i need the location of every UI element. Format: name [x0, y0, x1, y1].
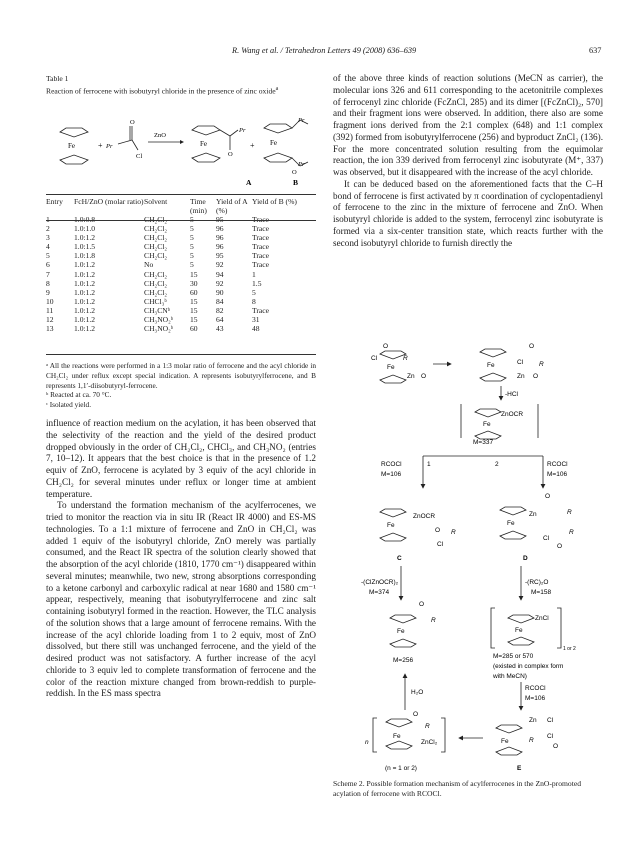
- table-cell: CH₂Cl₂: [144, 278, 168, 288]
- svg-text:ZnOCR: ZnOCR: [413, 513, 436, 520]
- svg-text:Cl: Cl: [547, 717, 554, 724]
- table-caption-text: Reaction of ferrocene with isobutyryl chloride in the presence of zinc oxide$^a$: [46, 86, 279, 96]
- table-cell: 1: [252, 269, 256, 279]
- svg-text:R: R: [539, 361, 544, 368]
- svg-text:Fe: Fe: [200, 140, 207, 148]
- results-table: [46, 197, 316, 333]
- svg-text:O: O: [228, 151, 233, 158]
- table-cell: Trace: [252, 224, 270, 234]
- svg-text:Pr: Pr: [239, 127, 246, 134]
- mechanism-scheme: [333, 338, 603, 774]
- table-cell: 30: [190, 278, 198, 288]
- table-cell: 5: [190, 233, 194, 243]
- paragraph: It can be deduced based on the aforementioned facts that the C–H bond of ferrocene is first activated by π coordination of cyclopentadienyl of ferrocene to the zinc in the mixture of ferrocene and ZnO. When isobutyryl chloride is added to the system, ferrocenyl zinc isobutyrate is formed via a six-center transition state, which reacts further with the second isobutyryl chloride to furnish directly the: [333, 178, 603, 248]
- table-cell: CH₂Cl₂: [144, 269, 168, 279]
- svg-text:O: O: [533, 373, 539, 380]
- svg-text:-HCl: -HCl: [505, 391, 518, 398]
- table-row: [46, 315, 316, 324]
- intermediate-c-label: C: [397, 555, 402, 562]
- table-cell: 2: [46, 224, 50, 234]
- col-solvent: Solvent: [144, 197, 168, 206]
- table-body: [46, 215, 316, 333]
- svg-text:Cl: Cl: [543, 535, 550, 542]
- intermediate-e: [496, 725, 522, 755]
- table-cell: 15: [190, 296, 198, 306]
- table-cell: CH₃NO₂ᵇ: [144, 324, 174, 334]
- intermediate-d-label: D: [523, 555, 528, 562]
- svg-text:R: R: [431, 617, 436, 624]
- table-cell: Trace: [252, 260, 270, 270]
- table-cell: 5: [46, 251, 50, 261]
- svg-text:with MeCN): with MeCN): [493, 673, 527, 680]
- zno-label: ZnO: [154, 132, 166, 139]
- svg-text:O: O: [557, 543, 563, 550]
- svg-text:Zn: Zn: [407, 373, 415, 380]
- svg-text:R: R: [425, 723, 430, 730]
- svg-text:Cl: Cl: [517, 359, 524, 366]
- svg-text:Fe: Fe: [507, 520, 515, 527]
- table-row: [46, 297, 316, 306]
- table-cell: 15: [190, 305, 198, 315]
- table-header-rule: [46, 220, 316, 221]
- svg-text:ZnOCR: ZnOCR: [501, 411, 524, 418]
- table-row: [46, 306, 316, 315]
- table-cell: 13: [46, 324, 54, 334]
- svg-text:Fe: Fe: [483, 421, 491, 428]
- table-cell: 31: [252, 315, 260, 325]
- svg-text:Fe: Fe: [387, 522, 395, 529]
- svg-text:-(ClZnOCR)₂: -(ClZnOCR)₂: [361, 579, 399, 586]
- table-cell: 92: [216, 278, 224, 288]
- table-cell: 8: [46, 278, 50, 288]
- svg-text:ZnCl₂: ZnCl₂: [421, 739, 438, 746]
- svg-text:M=256: M=256: [393, 657, 414, 664]
- table-cell: CH₂Cl₂: [144, 251, 168, 261]
- table-cell: 48: [252, 324, 260, 334]
- table-cell: 1.0:0.8: [74, 215, 96, 224]
- table-cell: 6: [46, 260, 50, 270]
- table-title: Table 1: [46, 74, 69, 83]
- svg-text:M=158: M=158: [531, 589, 552, 596]
- product-b-label: B: [293, 178, 299, 187]
- table-cell: 11: [46, 305, 54, 315]
- table-cell: CH₂Cl₂: [144, 215, 168, 224]
- table-cell: 60: [190, 287, 198, 297]
- table-cell: 1.0:1.2: [74, 305, 96, 315]
- col-entry: Entry: [46, 197, 63, 206]
- product-a-label: A: [246, 178, 252, 187]
- table-cell: 95: [216, 215, 224, 224]
- paragraph: To understand the formation mechanism of the acylferrocenes, we tried to monitor the reaction via in situ IR (React IR 4000) and ES-MS technologies. To a 1:1 mixture of ferrocene and ZnO in CH₂Cl₂ was added 1 equiv of the isobutyryl chloride, ZnO merely was partially consumed, and the React IR spectra of the solution clearly showed that the absorption of the acyl chloride (1810, 1770 cm⁻¹) disappeared within several minutes; meanwhile, two new, strong absorptions corresponding to a ketone carbonyl and carboxylic radical at near 1680 and 1580 cm⁻¹ appear, respectively, meaning that isobutyrylferrocene and zinc salt containing isobutyryl formed in the reaction. However, the TLC analysis of the solution shows that a large amount of ferrocene remains. With the increase of the acyl chloride loading from 1 to 2 equiv, most of ZnO dissolved, but there still was unchanged ferrocene, and the yield of the desired product was not satisfactory. A further increase of the acyl chloride to 3 equiv led to complete transformation of ferrocene and the color of the reaction mixture changed from brown-reddish to purple-reddish. In the ES mass spectra: [46, 500, 316, 699]
- table-cell: 92: [216, 260, 224, 270]
- table-cell: 1.0:1.0: [74, 224, 96, 234]
- table-cell: 1.0:1.8: [74, 251, 96, 261]
- table-caption-mark: a: [275, 86, 279, 93]
- table-row: [46, 251, 316, 260]
- path-2-label: 2: [495, 461, 499, 468]
- table-row: [46, 242, 316, 251]
- svg-text:(existed in complex form: (existed in complex form: [493, 663, 564, 670]
- table-footnotes: [46, 361, 316, 410]
- paragraph: of the above three kinds of reaction solutions (MeCN as carrier), the molecular ions 326 and 611 corresponding to the acetonitrile complexes of ferrocenyl zinc chloride (FcZnCl, 285) and its dimer [(FcZnCl)₂, 570] and their fragment ions were observed. In addition, there also are some fragment ions derived from the 2:1 complex (648) and 1:1 complex (392) formed from isobutyrylferrocene (256) and byproduct ZnCl₂ (136). For the more concentrated solution resulting from the equimolar reaction, the ion 339 derived from ferrocenyl zinc isobutyrate (M⁺, 337) was observed, but it disappeared with the increase of the acyl chloride.: [333, 73, 603, 177]
- table-cell: CH₃CNᵇ: [144, 305, 171, 315]
- table-cell: 3: [46, 233, 50, 243]
- svg-text:Fe: Fe: [515, 627, 523, 634]
- svg-text:O: O: [553, 743, 559, 750]
- col-yield-a: Yield of A (%): [216, 197, 248, 215]
- table-cell: 5: [190, 215, 194, 224]
- table-cell: 5: [252, 287, 256, 297]
- svg-text:O: O: [419, 601, 425, 608]
- table-row: [46, 270, 316, 279]
- svg-text:M=106: M=106: [381, 471, 402, 478]
- table-row: [46, 324, 316, 333]
- table-cell: Trace: [252, 251, 270, 261]
- svg-text:M=374: M=374: [369, 589, 390, 596]
- table-cell: 5: [190, 251, 194, 261]
- svg-text:RCOCl: RCOCl: [525, 685, 546, 692]
- svg-text:R: R: [403, 355, 408, 362]
- table-cell: 1.0:1.2: [74, 260, 96, 270]
- svg-text:Cl: Cl: [547, 733, 554, 740]
- svg-text:M=285 or 570: M=285 or 570: [493, 653, 534, 660]
- table-footnote: ᶜ Isolated yield.: [46, 400, 92, 410]
- svg-text:RCOCl: RCOCl: [547, 461, 568, 468]
- table-top-rule: [46, 194, 316, 195]
- svg-text:R: R: [567, 509, 572, 516]
- svg-text:Zn: Zn: [517, 373, 525, 380]
- svg-text:n: n: [365, 739, 369, 746]
- svg-text:Zn: Zn: [529, 511, 537, 518]
- table-cell: CH₂Cl₂: [144, 242, 168, 252]
- svg-text:R: R: [451, 529, 456, 536]
- table-row: [46, 260, 316, 269]
- table-bottom-rule: [46, 354, 316, 355]
- svg-text:O: O: [435, 527, 441, 534]
- paragraph: influence of reaction medium on the acylation, it has been observed that the selectivity of the reaction and the yield of the desired product dropped obviously in the order of CH₂Cl₂, CHCl₃, and CH₃NO₂ (entries 7, 10–12). It appears that the best choice is that in the presence of 1.2 equiv of ZnO, ferrocene is acylated by 3 equiv of the acyl chloride in CH₂Cl₂ for several minutes under reflux or longer time at ambient temperature.: [46, 418, 316, 499]
- svg-text:Fe: Fe: [387, 364, 395, 371]
- table-cell: 1.0:1.2: [74, 233, 96, 243]
- table-cell: 9: [46, 287, 50, 297]
- table-footnote: ᵇ Reacted at ca. 70 °C.: [46, 390, 112, 400]
- table-cell: No: [144, 260, 154, 270]
- table-cell: Trace: [252, 242, 270, 252]
- table-cell: 1: [46, 215, 50, 224]
- svg-text:Pr: Pr: [298, 117, 305, 124]
- table-cell: 1.0:1.2: [74, 287, 96, 297]
- table-cell: 1.5: [252, 278, 262, 288]
- fe-label: Fe: [68, 142, 75, 150]
- table-cell: 1.0:1.2: [74, 324, 96, 334]
- table-cell: CH₂Cl₂: [144, 233, 168, 243]
- svg-text:1 or 2: 1 or 2: [563, 646, 576, 652]
- table-cell: 82: [216, 305, 224, 315]
- left-column-text: [46, 418, 316, 700]
- table-cell: 12: [46, 315, 54, 325]
- pr-label: Pr: [106, 143, 113, 150]
- table-cell: CH₂Cl₂: [144, 224, 168, 234]
- col-time: Time (min): [190, 197, 207, 215]
- table-row: [46, 233, 316, 242]
- svg-text:O: O: [545, 493, 551, 500]
- svg-text:M=106: M=106: [525, 695, 546, 702]
- table-cell: 43: [216, 324, 224, 334]
- svg-text:Cl: Cl: [437, 541, 444, 548]
- svg-text:ZnCl: ZnCl: [535, 615, 549, 622]
- table-cell: 96: [216, 224, 224, 234]
- table-cell: 15: [190, 315, 198, 325]
- table-cell: 90: [216, 287, 224, 297]
- table-cell: 95: [216, 251, 224, 261]
- svg-text:Fe: Fe: [393, 733, 401, 740]
- table-cell: 1.0:1.2: [74, 315, 96, 325]
- table-cell: 64: [216, 315, 224, 325]
- table-cell: 1.0:1.2: [74, 278, 96, 288]
- svg-text:Fe: Fe: [501, 738, 509, 745]
- col-yield-b: Yield of B (%): [252, 197, 297, 206]
- svg-text:R: R: [569, 529, 574, 536]
- svg-text:Cl: Cl: [371, 355, 378, 362]
- table-row: [46, 224, 316, 233]
- table-cell: CH₃NO₂ᵇ: [144, 315, 174, 325]
- col-ratio: FcH/ZnO (molar ratio): [74, 197, 144, 206]
- acyl-chloride-structure: [118, 126, 138, 150]
- table-cell: 5: [190, 242, 194, 252]
- right-column-text: [333, 73, 603, 249]
- table-cell: 60: [190, 324, 198, 334]
- table-cell: 96: [216, 233, 224, 243]
- svg-text:Zn: Zn: [529, 717, 537, 724]
- svg-text:Pr: Pr: [298, 161, 305, 168]
- table-cell: 1.0:1.5: [74, 242, 96, 252]
- table-cell: Trace: [252, 233, 270, 243]
- cl-label: Cl: [136, 153, 143, 160]
- svg-text:O: O: [529, 343, 535, 350]
- table-cell: 1.0:1.2: [74, 296, 96, 306]
- o-label: O: [130, 119, 135, 126]
- table-cell: 15: [190, 269, 198, 279]
- table-cell: CH₂Cl₂: [144, 287, 168, 297]
- table-reaction-scheme: [46, 110, 316, 190]
- table-row: [46, 288, 316, 297]
- svg-text:M=337: M=337: [473, 439, 494, 446]
- table-cell: 84: [216, 296, 224, 306]
- table-cell: Trace: [252, 215, 270, 224]
- table-row: [46, 279, 316, 288]
- table-cell: 5: [190, 260, 194, 270]
- table-cell: Trace: [252, 305, 270, 315]
- table-cell: 8: [252, 296, 256, 306]
- path-1-label: 1: [427, 461, 431, 468]
- page-number: 637: [589, 46, 602, 55]
- table-cell: 7: [46, 269, 50, 279]
- intermediate-e-label: E: [517, 765, 522, 772]
- table-caption: [46, 74, 316, 97]
- svg-text:H₂O: H₂O: [411, 689, 424, 696]
- svg-text:O: O: [292, 169, 297, 176]
- svg-text:(n = 1 or 2): (n = 1 or 2): [385, 765, 417, 772]
- table-cell: 96: [216, 242, 224, 252]
- svg-text:O: O: [413, 711, 419, 718]
- svg-text:Fe: Fe: [397, 628, 405, 635]
- table-footnote: ᵃ All the reactions were performed in a 1:3 molar ratio of ferrocene and the acyl chloride in CH₂Cl₂ under reflux except special indication. A represents isobutyrylferrocene, and B represents 1,1′-diisobutyryl-ferrocene.: [46, 361, 316, 390]
- svg-text:Fe: Fe: [487, 362, 495, 369]
- svg-text:R: R: [529, 737, 534, 744]
- running-header-journal: R. Wang et al. / Tetrahedron Letters 49 (2008) 636–639: [232, 46, 417, 55]
- svg-text:M=106: M=106: [547, 471, 568, 478]
- table-cell: 1.0:1.2: [74, 269, 96, 279]
- table-cell: 10: [46, 296, 54, 306]
- table-cell: 4: [46, 242, 50, 252]
- svg-text:-(RC)₂O: -(RC)₂O: [525, 579, 549, 586]
- svg-text:O: O: [421, 373, 427, 380]
- scheme-caption: Scheme 2. Possible formation mechanism of acylferrocenes in the ZnO-promoted acylation of ferrocene with RCOCl.: [333, 779, 581, 798]
- svg-text:RCOCl: RCOCl: [381, 461, 402, 468]
- table-cell: 94: [216, 269, 224, 279]
- svg-text:+: +: [250, 141, 255, 150]
- table-cell: 5: [190, 224, 194, 234]
- svg-text:O: O: [383, 343, 389, 350]
- svg-text:Fe: Fe: [270, 139, 277, 147]
- plus-sign: +: [98, 141, 103, 150]
- table-cell: CHCl₃ᵇ: [144, 296, 167, 306]
